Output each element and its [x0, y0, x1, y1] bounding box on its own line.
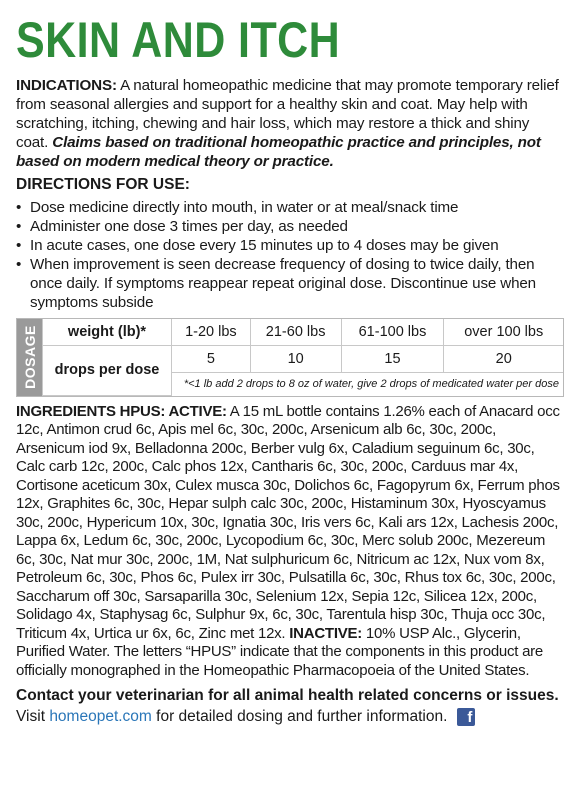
table-row [43, 319, 564, 346]
product-label [16, 12, 564, 727]
dosage-side-label: DOSAGE [17, 319, 42, 396]
indications-label: INDICATIONS: [16, 77, 117, 94]
visit-prefix: Visit [16, 708, 50, 725]
active-ingredients: A 15 mL bottle contains 1.26% each of Anacard occ 12c, Antimon crud 6c, Apis mel 6c, 30c, 200c, Arsenicum alb 6c, 30c, 200c, Arsenicum iod 9x, Belladonna 200c, Berber vulg 6x, Caladium seguinum 6c, 30c, Calc carb 12c, 200c, Calc phos 12x, Cantharis 6c, 30c, 200c, Carduus mar 4x, Cortisone aceticum 30x, Culex musca 30c, Dolichos 6c, Fagopyrum 6x, Ferrum phos 12x, Graphites 6c, 30c, Hepar sulph calc 30c, 200c, Histaminum 30x, Hyoscyamus 30c, 200c, Hypericum 10x, 30c, Ignatia 30c, Iris vers 6c, Kali ars 12x, Lachesis 200c, Lappa 6x, Ledum 6c, 30c, 200c, Lycopodium 6c, 30c, Merc solub 200c, Mezereum 6c, 30c, Nat mur 30c, 200c, 1M, Nat sulphuricum 6c, Nitricum ac 12x, Nux vom 8x, Petroleum 6c, 30c, Phos 6c, Pulex irr 30c, Pulsatilla 6c, 30c, Rhus tox 6c, 30c, 200c, Saccharum off 30c, Sarsaparilla 30c, Selenium 12x, Sepia 12c, Silicea 12x, 200c, Solidago 4x, Staphysag 6c, Sulphur 9x, 6c, 30c, Tarentula hisp 30c, Thuja occ 30c, Triticum 4x, Urtica ur 6x, 6c, Zinc met 12x. [16, 402, 560, 642]
table-cell: 20 [444, 346, 563, 373]
dosage-grid [42, 319, 563, 396]
dosage-footnote: *<1 lb add 2 drops to 8 oz of water, give 2 drops of medicated water per dose [172, 373, 564, 396]
dosage-table [16, 318, 564, 397]
contact-notice: Contact your veterinarian for all animal health related concerns or issues. [16, 687, 559, 704]
list-item: • When improvement is seen decrease frequency of dosing to twice daily, then once daily. If symptoms reappear repeat original dose. Discontinue use when symptoms subside [16, 255, 564, 312]
list-item: • Administer one dose 3 times per day, as needed [16, 217, 564, 236]
page-title: SKIN AND ITCH [16, 12, 341, 68]
directions-list [16, 198, 564, 312]
weight-label: weight (lb)* [43, 319, 172, 346]
visit-suffix: for detailed dosing and further information. [151, 708, 448, 725]
directions-heading: DIRECTIONS FOR USE: [16, 176, 190, 193]
table-cell: 21-60 lbs [250, 319, 341, 346]
list-item: • Dose medicine directly into mouth, in water or at meal/snack time [16, 198, 564, 217]
indications-text: A natural homeopathic medicine that may promote temporary relief from seasonal allergies and support for a healthy skin and coat. May help with scratching, itching, chewing and hair loss, which may restore a thick and shiny coat. [16, 77, 559, 151]
table-row [43, 346, 564, 373]
visit-line [16, 707, 564, 727]
website-link[interactable]: homeopet.com [49, 708, 152, 725]
inactive-ingredients: 10% USP Alc., Glycerin, Purified Water. The letters “HPUS” indicate that the components in this product are officially monographed in the Homeopathic Pharmacopoeia of the United States. [16, 624, 544, 679]
table-cell: 10 [250, 346, 341, 373]
ingredients-label: INGREDIENTS HPUS: ACTIVE: [16, 402, 227, 420]
indications-paragraph [16, 76, 564, 171]
claims-disclaimer: Claims based on traditional homeopathic practice and principles, not based on modern medical theory or practice. [16, 134, 541, 170]
table-cell: 15 [341, 346, 444, 373]
table-cell: over 100 lbs [444, 319, 563, 346]
drops-label: drops per dose [43, 346, 172, 396]
facebook-icon[interactable]: f [457, 708, 475, 726]
ingredients-paragraph [16, 403, 564, 681]
table-cell: 61-100 lbs [341, 319, 444, 346]
table-cell: 1-20 lbs [172, 319, 251, 346]
inactive-label: INACTIVE: [289, 624, 363, 642]
list-item: • In acute cases, one dose every 15 minutes up to 4 doses may be given [16, 236, 564, 255]
table-cell: 5 [172, 346, 251, 373]
